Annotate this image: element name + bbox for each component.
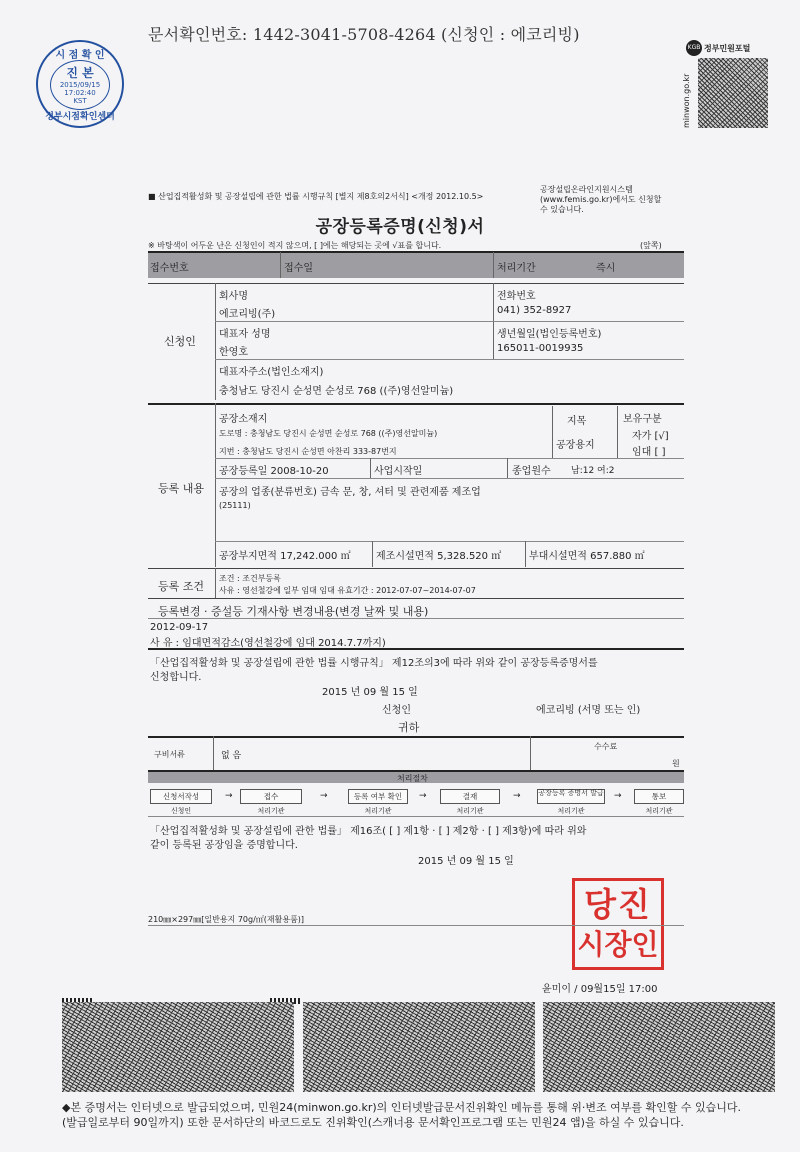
verification-barcode-1 <box>62 1002 294 1092</box>
registration-section-label: 등록 내용 <box>158 482 205 495</box>
company-name-label: 회사명 <box>219 291 248 302</box>
birth-reg-label: 생년월일(법인등록번호) <box>497 329 602 340</box>
applicant-sign-label: 신청인 <box>382 705 411 716</box>
verification-barcode-3 <box>543 1002 775 1092</box>
footer-notice <box>62 1100 782 1130</box>
process-actor-4: 처리기관 <box>456 807 484 815</box>
request-statement-line-2: 신청합니다. <box>150 672 202 683</box>
barcode-pattern <box>698 58 768 128</box>
seal-center <box>50 60 110 110</box>
process-step-4: 결재 <box>440 789 500 804</box>
address-value: 충청남도 당진시 순성면 순성로 768 ((주)영선알미늄) <box>219 386 454 397</box>
footer-line-1: ◆본 증명서는 인터넷으로 발급되었으며, 민원24(minwon.go.kr)의 인터넷발급문서진위확인 메뉴를 통해 위·변조 여부를 확인할 수 있습니다. <box>62 1101 742 1114</box>
employee-count-label: 종업원수 <box>512 466 551 477</box>
process-arrow-icon: → <box>614 791 622 801</box>
applicant-signature: 에코리빙 (서명 또는 인) <box>536 705 641 716</box>
documents-label: 구비서류 <box>154 750 185 759</box>
process-step-6: 통보 <box>634 789 684 804</box>
portal-url: minwon.go.kr <box>682 73 691 128</box>
conditions-line-2: 사유 : 영선철강에 일부 임대 임대 유효기간 : 2012-07-07~2014-07-07 <box>219 586 476 595</box>
manufacturing-area: 제조시설면적 5,328.520 ㎡ <box>376 551 502 562</box>
site-area: 공장부지면적 17,242.000 ㎡ <box>219 551 351 562</box>
change-date: 2012-09-17 <box>150 622 209 633</box>
ownership-self: 자가 [√] <box>632 431 669 442</box>
process-step-1: 신청서작성 <box>150 789 212 804</box>
official-seal-stamp <box>572 878 664 970</box>
seal-top-text: 시 점 확 인 <box>55 50 105 61</box>
process-actor-2: 처리기관 <box>257 807 285 815</box>
process-step-2: 접수 <box>240 789 302 804</box>
footer-line-2: (발급일로부터 90일까지) 또한 문서하단의 바코드로도 진위확인(스캐너용 문서확인프로그램 또는 민원24 앱)을 하실 수 있습니다. <box>62 1116 684 1129</box>
seal-time: 17:02:40 <box>64 89 96 97</box>
receipt-date-label: 접수일 <box>284 263 313 274</box>
portal-barcode <box>682 40 770 130</box>
process-actor-6: 처리기관 <box>645 807 673 815</box>
process-arrow-icon: → <box>513 791 521 801</box>
issuer-info: 윤미이 / 09월15일 17:00 <box>542 984 658 995</box>
request-statement-line-1: 「산업집적활성화 및 공장설립에 관한 법률 시행규칙」 제12조의3에 따라 위와 같이 공장등록증명서를 <box>150 658 598 669</box>
ownership-lease: 임대 [ ] <box>632 447 666 458</box>
process-step-5: 공장등록 증명서 발급 <box>537 789 605 804</box>
employee-count-value: 남:12 여:2 <box>571 466 615 476</box>
addressee: 귀하 <box>398 721 420 734</box>
seal-date: 2015/09/15 <box>59 81 101 89</box>
auxiliary-area: 부대시설면적 657.880 ㎡ <box>529 551 645 562</box>
changes-title: 등록변경 · 증설등 기재사항 변경내용(변경 날짜 및 내용) <box>158 605 429 618</box>
land-category-value: 공장용지 <box>556 440 595 451</box>
process-arrow-icon: → <box>225 791 233 801</box>
portal-logo-icon: KGB <box>686 40 702 56</box>
certification-date: 2015 년 09 월 15 일 <box>418 856 514 867</box>
process-actor-1: 신청인 <box>170 807 192 815</box>
birth-reg-value: 165011-0019935 <box>497 343 584 354</box>
conditions-line-1: 조건 : 조건부등록 <box>219 574 281 583</box>
page-side-label: (앞쪽) <box>640 241 662 250</box>
verification-barcode-2 <box>303 1002 535 1092</box>
timestamp-seal <box>36 40 124 128</box>
form-legal-basis: ■ 산업집적활성화 및 공장설립에 관한 법률 시행규칙 [별지 제8호의2서식] <개정 2012.10.5> <box>148 192 484 201</box>
paper-spec: 210㎜×297㎜[일반용지 70g/㎡(재활용품)] <box>148 915 305 924</box>
process-arrow-icon: → <box>419 791 427 801</box>
conditions-label: 등록 조건 <box>158 580 205 593</box>
document-title: 공장등록증명(신청)서 <box>315 217 485 237</box>
land-category-label: 지목 <box>567 416 587 427</box>
fee-label: 수수료 <box>594 742 618 751</box>
phone-label: 전화번호 <box>497 291 536 302</box>
business-start-label: 사업시작일 <box>374 466 423 477</box>
factory-location-label: 공장소재지 <box>219 414 268 425</box>
receipt-number-label: 접수번호 <box>150 263 189 274</box>
portal-label: 정부민원포털 <box>704 44 751 53</box>
address-label: 대표자주소(법인소재지) <box>219 367 324 378</box>
request-date: 2015 년 09 월 15 일 <box>322 687 418 698</box>
processing-period-value: 즉시 <box>596 263 616 274</box>
process-actor-5: 처리기관 <box>557 807 585 815</box>
seal-bottom-text: 정부시점확인센터 <box>45 112 115 122</box>
change-reason: 사 유 : 임대면적감소(영선철강에 임대 2014.7.7까지) <box>150 638 386 649</box>
certification-line-2: 같이 등록된 공장임을 증명합니다. <box>150 840 298 851</box>
industry-type: 공장의 업종(분류번호) 금속 문, 창, 셔터 및 관련제품 제조업 <box>219 487 481 498</box>
document-confirmation-number: 문서확인번호: 1442-3041-5708-4264 (신청인 : 에코리빙) <box>148 25 580 44</box>
fill-notice: ※ 바탕색이 어두운 난은 신청인이 적지 않으며, [ ]에는 해당되는 곳에 √표를 합니다. <box>148 241 442 250</box>
representative-label: 대표자 성명 <box>219 329 271 340</box>
process-arrow-icon: → <box>320 791 328 801</box>
online-system-note: 공장설립온라인지원시스템(www.femis.go.kr)에서도 신청할 수 있습니다. <box>540 185 662 214</box>
factory-registration-date: 공장등록일 2008-10-20 <box>219 466 329 477</box>
company-name-value: 에코리빙(주) <box>219 309 276 320</box>
lot-address: 지번 : 충청남도 당진시 순성면 아찬리 333-87번지 <box>219 447 397 456</box>
road-address: 도로명 : 충청남도 당진시 순성면 순성로 768 ((주)영선알미늄) <box>219 429 438 438</box>
process-actor-3: 처리기관 <box>364 807 392 815</box>
representative-value: 한영호 <box>219 347 248 358</box>
industry-code: (25111) <box>219 501 251 510</box>
certification-line-1: 「산업집적활성화 및 공장설립에 관한 법률」 제16조( [ ] 제1항 · [ ] 제2항 · [ ] 제3항)에 따라 위와 <box>150 826 587 837</box>
seal-zone: KST <box>73 97 87 105</box>
stamp-line-2: 시장인 <box>577 928 659 961</box>
stamp-line-1: 당진 <box>584 885 652 924</box>
documents-value: 없 음 <box>221 751 242 761</box>
process-title: 처리절차 <box>397 774 428 783</box>
seal-center-text: 진 본 <box>66 66 94 80</box>
processing-period-label: 처리기간 <box>497 263 536 274</box>
process-step-3: 등록 여부 확인 <box>348 789 408 804</box>
fee-unit: 원 <box>672 759 680 768</box>
ownership-label: 보유구분 <box>623 414 662 425</box>
phone-value: 041) 352-8927 <box>497 305 572 316</box>
applicant-section-label: 신청인 <box>164 335 196 348</box>
